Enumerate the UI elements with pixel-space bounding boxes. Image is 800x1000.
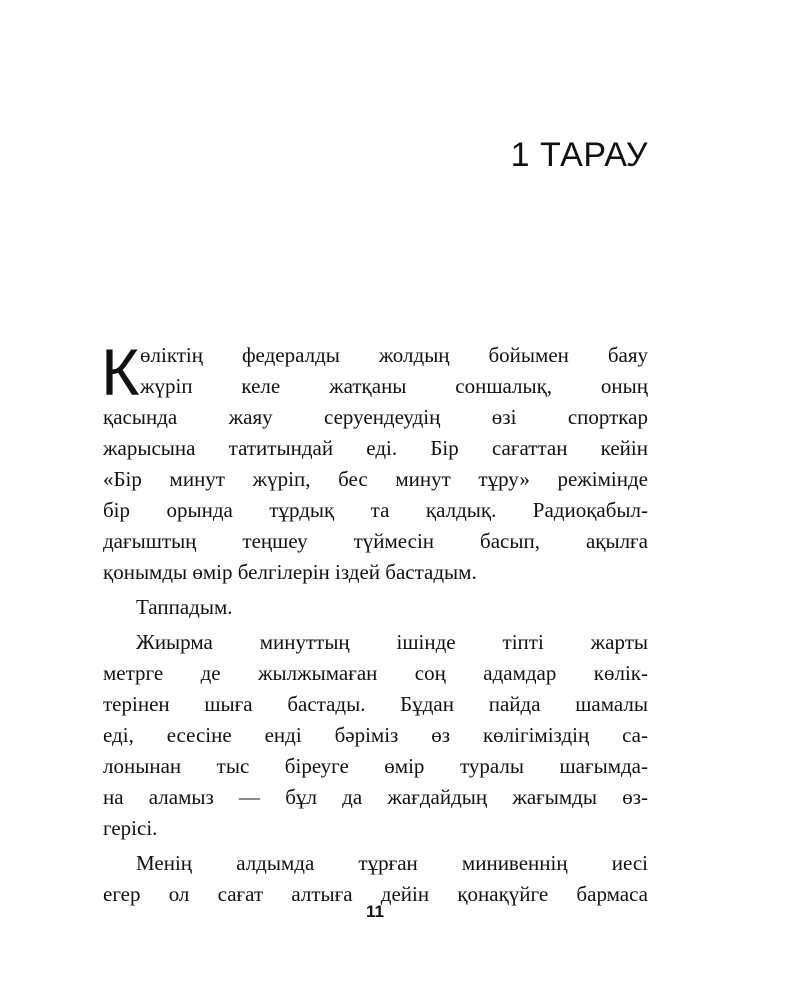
- paragraph-3: [103, 627, 648, 844]
- text-line: «Бір минут жүріп, бес минут тұру» режімінде: [103, 467, 648, 491]
- drop-cap: К: [101, 335, 140, 409]
- text-line: егер ол сағат алтыға дейін қонақүйге бармаса: [103, 882, 648, 906]
- text-line: терінен шыға бастады. Бұдан пайда шамалы: [103, 692, 648, 716]
- text-line: өліктің федералды жолдың бойымен баяу: [140, 343, 648, 367]
- text-line: дағыштың теңшеу түймесін басып, ақылға: [103, 529, 648, 553]
- text-line: Таппадым.: [136, 595, 233, 619]
- text-line: жарысына татитындай еді. Бір сағаттан кейін: [103, 436, 648, 460]
- text-line: бір орында тұрдық та қалдық. Радиоқабыл-: [103, 498, 648, 522]
- paragraph-1: [101, 335, 648, 588]
- text-line: лонынан тыс біреуге өмір туралы шағымда-: [103, 754, 648, 778]
- text-line: Жиырма минуттың ішінде тіпті жарты: [136, 630, 648, 654]
- text-line: герісі.: [103, 816, 158, 840]
- text-line: жүріп келе жатқаны соншалық, оның: [140, 374, 648, 398]
- paragraph-2: [103, 592, 648, 623]
- chapter-title: 1 ТАРАУ: [510, 136, 648, 174]
- text-line: Менің алдымда тұрған минивеннің иесі: [136, 851, 648, 875]
- chapter-body: [101, 335, 648, 914]
- text-line: қасында жаяу серуендеудің өзі спорткар: [103, 405, 648, 429]
- text-line: метрге де жылжымаған соң адамдар көлік-: [103, 661, 648, 685]
- text-line: на аламыз — бұл да жағдайдың жағымды өз-: [103, 785, 648, 809]
- page-number: 11: [366, 902, 384, 921]
- text-line: қонымды өмір белгілерін іздей бастадым.: [103, 560, 477, 584]
- paragraph-4: [103, 848, 648, 910]
- text-line: еді, есесіне енді бәріміз өз көлігіміздің са-: [103, 723, 648, 747]
